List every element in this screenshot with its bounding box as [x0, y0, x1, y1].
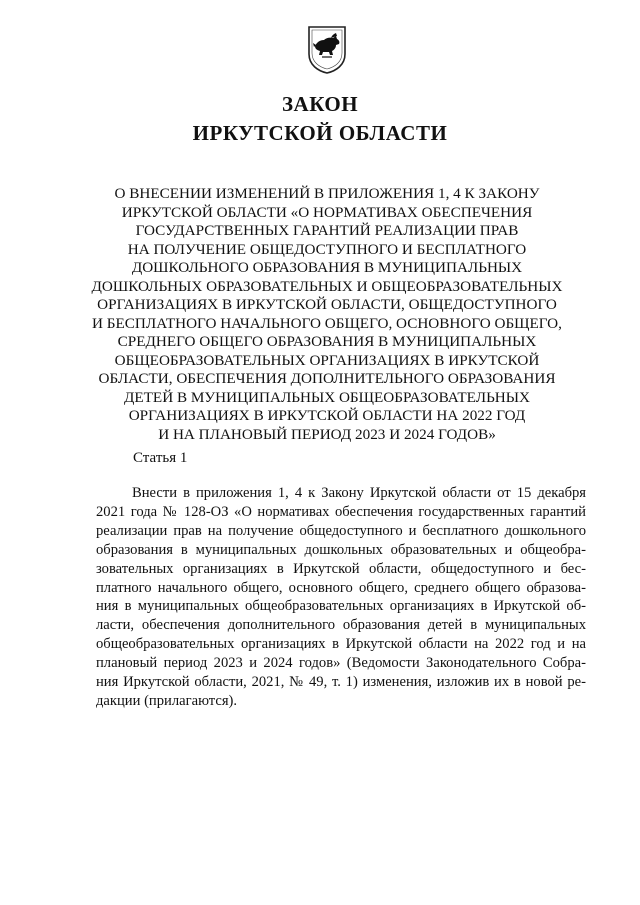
coat-of-arms-icon [306, 24, 348, 74]
subject-line: О ВНЕСЕНИИ ИЗМЕНЕНИЙ В ПРИЛОЖЕНИЯ 1, 4 К ЗАКОНУ [114, 185, 540, 202]
subject-line: И БЕСПЛАТНОГО НАЧАЛЬНОГО ОБЩЕГО, ОСНОВНОГО ОБЩЕГО, [92, 314, 562, 332]
body-line: дакции (прилагаются). [96, 692, 238, 709]
body-line: 2021 года № 128-ОЗ «О нормативах обеспечения государственных гарантий [96, 503, 586, 520]
subject-line: ИРКУТСКОЙ ОБЛАСТИ «О НОРМАТИВАХ ОБЕСПЕЧЕНИЯ [121, 203, 533, 221]
subject-line: ГОСУДАРСТВЕННЫХ ГАРАНТИЙ РЕАЛИЗАЦИИ ПРАВ [135, 222, 519, 239]
subject-line: ДОШКОЛЬНОГО ОБРАЗОВАНИЯ В МУНИЦИПАЛЬНЫХ [131, 259, 523, 276]
body-line: Внести в приложения 1, 4 к Закону Иркутской области от 15 декабря [132, 485, 586, 501]
law-subject-heading [80, 185, 574, 444]
subject-line: ОРГАНИЗАЦИЯХ В ИРКУТСКОЙ ОБЛАСТИ НА 2022 ГОД [128, 407, 526, 424]
law-region-title: ИРКУТСКОЙ ОБЛАСТИ [192, 121, 448, 145]
subject-line: ОРГАНИЗАЦИЯХ В ИРКУТСКОЙ ОБЛАСТИ, ОБЩЕДОСТУПНОГО [97, 296, 557, 313]
body-line: платного начального общего, основного общего, среднего общего образова- [96, 579, 586, 596]
body-line: реализации прав на получение общедоступного и бесплатного дошкольного [96, 522, 586, 539]
body-line: ния в муниципальных общеобразовательных организациях в Иркутской об- [96, 598, 586, 615]
subject-line: ОБЛАСТИ, ОБЕСПЕЧЕНИЯ ДОПОЛНИТЕЛЬНОГО ОБРАЗОВАНИЯ [98, 370, 556, 387]
subject-line: СРЕДНЕГО ОБЩЕГО ОБРАЗОВАНИЯ В МУНИЦИПАЛЬНЫХ [117, 333, 537, 350]
subject-line: ДЕТЕЙ В МУНИЦИПАЛЬНЫХ ОБЩЕОБРАЗОВАТЕЛЬНЫХ [124, 388, 530, 406]
subject-line: ДОШКОЛЬНЫХ ОБРАЗОВАТЕЛЬНЫХ И ОБЩЕОБРАЗОВАТЕЛЬНЫХ [91, 277, 563, 295]
body-line: образования в муниципальных дошкольных образовательных и общеобра- [96, 541, 586, 558]
body-line: плановый период 2023 и 2024 годов» (Ведомости Законодательного Собра- [96, 655, 586, 672]
body-line: ласти, обеспечения дополнительного образования детей в муниципальных [96, 617, 586, 634]
body-line: зовательных организациях в Иркутской области, общедоступного и бес- [96, 560, 586, 577]
body-line: ния Иркутской области, 2021, № 49, т. 1) изменения, изложив их в новой ре- [96, 674, 586, 691]
law-title: ЗАКОН [281, 92, 359, 116]
article-heading: Статья 1 [133, 450, 188, 466]
subject-line: И НА ПЛАНОВЫЙ ПЕРИОД 2023 И 2024 ГОДОВ» [158, 425, 496, 443]
body-line: общеобразовательных организациях в Иркутской области на 2022 год и на [96, 636, 586, 653]
article-body [96, 484, 586, 711]
subject-line: НА ПОЛУЧЕНИЕ ОБЩЕДОСТУПНОГО И БЕСПЛАТНОГО [127, 240, 527, 258]
subject-line: ОБЩЕОБРАЗОВАТЕЛЬНЫХ ОРГАНИЗАЦИЯХ В ИРКУТСКОЙ [114, 351, 540, 369]
